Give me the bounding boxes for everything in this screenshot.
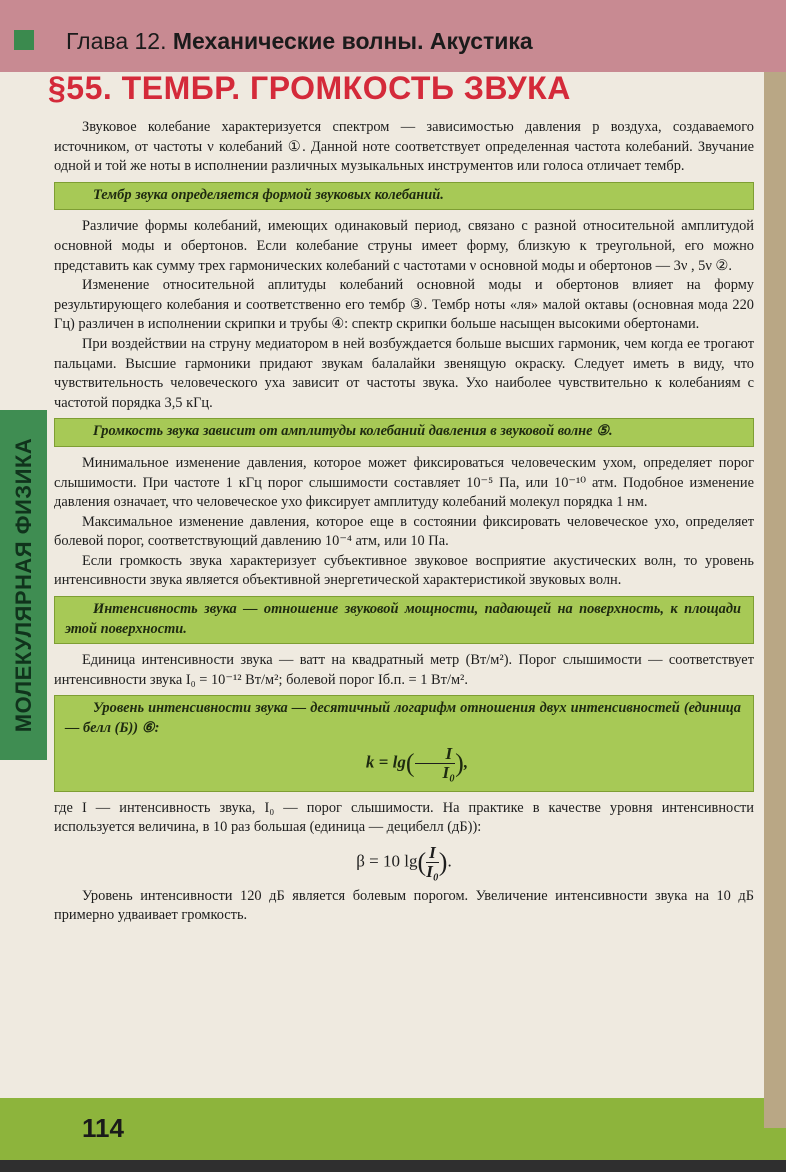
section-title: §55. ТЕМБР. ГРОМКОСТЬ ЗВУКА [48,70,571,106]
formula-decibel-tail: . [447,851,452,871]
formula-bel-denominator: I₀ [442,762,456,782]
formula-bel-tail: , [463,752,469,772]
side-section-label: МОЛЕКУЛЯРНАЯ ФИЗИКА [11,437,36,733]
page-edge-strip [764,72,786,1132]
chapter-marker-square [14,30,34,50]
paragraph-spectrum: Звуковое колебание характеризуется спектром — зависимостью давления p воздуха, создаваемого источником, от частоты ν колебаний ①. Данной ноте соответствует определенная частота колебаний. Звучание одной и той же ноты в исполнении различных музыкальных инструментов или голоса отличает тембр. [54,119,754,175]
paragraph-amplitude-change: Изменение относительной аплитуды колебаний основной моды и обертонов влияет на форму результирующего колебания и соответственно его тембр ③. Тембр ноты «ля» малой октавы (основная мода 220 Гц) различен в исполнении скрипки и трубы ④: спектр скрипки больше насыщен высокими обертонами. [54,277,754,333]
chapter-title [66,28,533,55]
formula-decibel-fraction [426,844,439,881]
formula-bel-lhs: k = lg [365,752,406,772]
formula-bel: k = lg( $\frac{I}{\text{I₀}}$ ), [365,743,469,782]
paragraph-mediator: При воздействии на струну медиатором в ней возбуждается больше высших гармоник, чем когда ее трогают пальцами. Высшие гармоники придают звукам балалайки звенящую окраску. Следует иметь в виду, что чувствительность человеческого уха зависит от частоты звука. Ухо наиболее чувствительно к колебаниям с частотой порядка 3,5 кГц. [54,335,754,411]
definition-intensity: Интенсивность звука — отношение звуковой мощности, падающей на поверхность, к площади этой поверхности. [54,596,754,644]
formula-decibel-numerator: I [426,844,439,863]
paragraph-pain-threshold: Максимальное изменение давления, которое еще в состоянии фиксировать человеческое ухо, определяет болевой порог, соответствующий давлению 10⁻⁴ атм, или 10 Па. [54,513,754,550]
definition-loudness: Громкость звука зависит от амплитуды колебаний давления в звуковой волне ⑤. [54,418,754,447]
formula-bel-numerator: I [415,745,456,764]
paragraph-hearing-threshold: Минимальное изменение давления, которое может фиксироваться человеческим ухом, определяет порог слышимости. При частоте 1 кГц порог слышимости составляет 10⁻⁵ Па, или 10⁻¹⁰ атм. Подобное изменение давления означает, что человеческое ухо фиксирует амплитуду колебаний молекул порядка 1 нм. [54,454,754,511]
chapter-name: Механические волны. Акустика [172,28,533,54]
page-number: 114 [82,1113,124,1143]
page-content [54,118,754,926]
paragraph-intensity-unit: Единица интенсивности звука — ватт на квадратный метр (Вт/м²). Порог слышимости — соответствует интенсивности звука I₀ = 10⁻¹² Вт/м²; болевой порог Iб.п. = 1 Вт/м². [54,652,754,688]
chapter-label: Глава 12. [66,28,167,54]
paragraph-form-difference: Различие формы колебаний, имеющих одинаковый период, связано с разной относительной амплитудой основной моды и обертонов. Если колебание струны имеет форму, близкую к треугольной, его можно представить как сумму трех гармонических колебаний с частотами ν основной моды и обертонов — 3ν , 5ν ②. [54,218,754,274]
scan-bottom-edge [0,1160,786,1172]
formula-decibel-lhs: β = 10 lg [356,851,418,871]
paragraph-intensity-level: Если громкость звука характеризует субъективное звуковое восприятие акустических волн, то уровень интенсивности звука является объективной энергетической характеристикой звуковых волн. [54,552,754,589]
paragraph-pain-level: Уровень интенсивности 120 дБ является болевым порогом. Увеличение интенсивности звука на 10 дБ примерно удваивает громкость. [54,887,754,924]
formula-decibel: β = 10 lg( $\frac{I}{\text{I₀}}$ ). [356,842,452,881]
formula-bel-fraction [415,745,456,782]
paragraph-where: где I — интенсивность звука, I₀ — порог слышимости. На практике в качестве уровня интенсивности используется величина, в 10 раз большая (единица — децибелл (дБ)): [54,799,754,836]
definition-intensity-level-text: Уровень интенсивности звука — десятичный логарифм отношения двух интенсивностей (единица — белл (Б)) ⑥: [65,700,741,737]
definition-timbre: Тембр звука определяется формой звуковых колебаний. [54,182,754,211]
definition-intensity-level [54,695,754,791]
formula-decibel-denominator: I₀ [426,861,439,881]
